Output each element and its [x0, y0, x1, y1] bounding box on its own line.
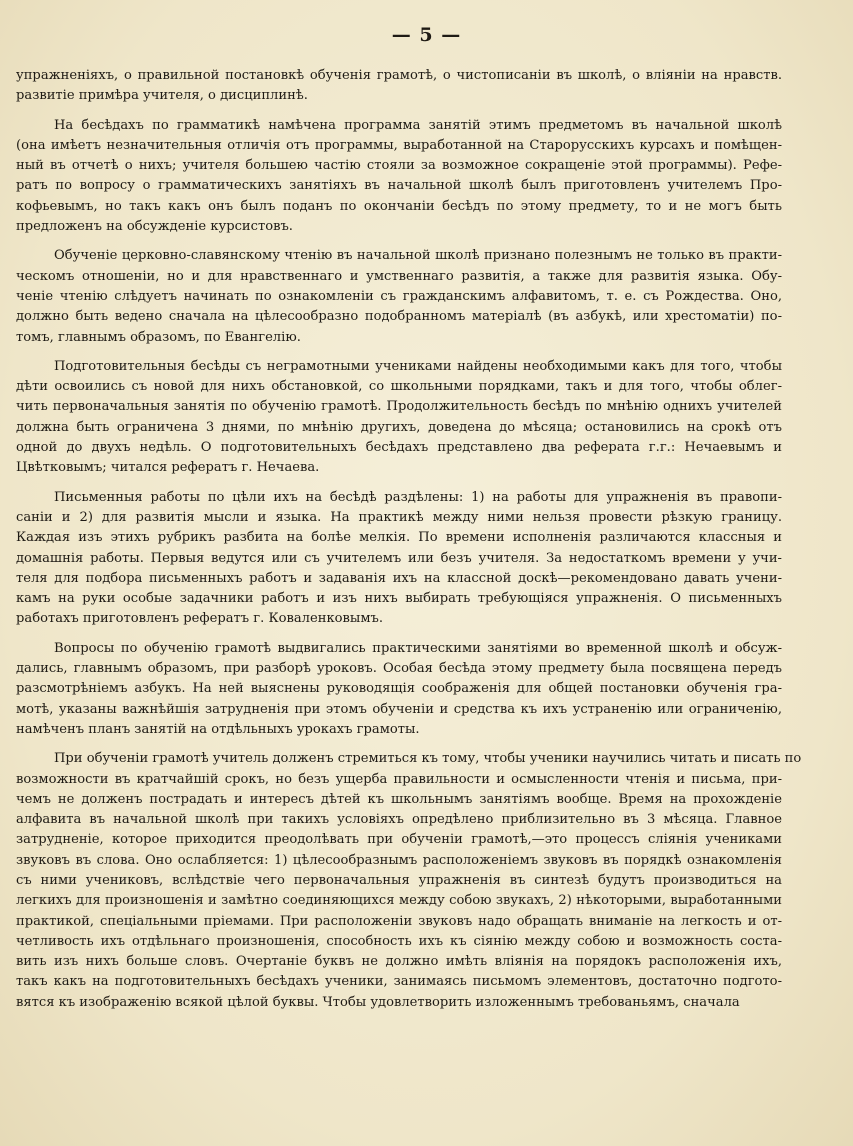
- body-text: [16, 66, 802, 1022]
- text-line: чить первоначальныя занятія по обученію грамотѣ. Продолжительность бесѣдъ по мнѣнію однихъ учителей: [16, 399, 782, 415]
- paragraph: [16, 357, 782, 479]
- text-line: теля для подбора письменныхъ работъ и задаванія ихъ на классной доскѣ—рекомендовано давать учени-: [16, 570, 782, 586]
- text-line: легкихъ для произношенія и замѣтно соединяющихся между собою звукахъ, 2) нѣкоторыми, выработанными: [16, 893, 782, 909]
- paragraph: [16, 488, 782, 630]
- text-line: вить изъ нихъ больше словъ. Очертаніе буквъ не должно имѣть вліянія на порядокъ расположенія ихъ,: [16, 954, 782, 970]
- text-line: ратъ по вопросу о грамматическихъ занятіяхъ въ начальной школѣ былъ приготовленъ учителемъ Про-: [16, 178, 782, 194]
- text-line: томъ, главнымъ образомъ, по Евангелію.: [16, 329, 301, 345]
- text-line: На бесѣдахъ по грамматикѣ намѣчена программа занятій этимъ предметомъ въ начальной школѣ: [54, 117, 782, 133]
- text-line: При обученіи грамотѣ учитель долженъ стремиться къ тому, чтобы ученики научились читать и писать по: [54, 751, 802, 767]
- text-line: Обученіе церковно-славянскому чтенію въ начальной школѣ признано полезнымъ не только въ практи-: [54, 248, 782, 264]
- text-line: домашнія работы. Первыя ведутся или съ учителемъ или безъ учителя. За недостаткомъ времени у учи-: [16, 550, 782, 566]
- paragraph: [16, 639, 782, 740]
- text-line: одной до двухъ недѣль. О подготовительныхъ бесѣдахъ представлено два реферата г.г.: Нечаевымъ и: [16, 440, 782, 456]
- text-line: ческомъ отношеніи, но и для нравственнаго и умственнаго развитія, а также для развитія языка. Обу-: [16, 268, 782, 284]
- text-line: должно быть ведено сначала на цѣлесообразно подобранномъ матеріалѣ (въ азбукѣ, или хрестоматіи) по-: [16, 309, 782, 325]
- text-line: алфавита въ начальной школѣ при такихъ условіяхъ опредѣлено приблизительно въ 3 мѣсяца. Главное: [16, 812, 782, 828]
- text-line: упражненіяхъ, о правильной постановкѣ обученія грамотѣ, о чистописаніи въ школѣ, о вліяніи на нравств.: [16, 68, 782, 83]
- text-line: затрудненіе, которое приходится преодолѣвать при обученіи грамотѣ,—это процессъ слiянія учениками: [16, 832, 782, 848]
- text-line: разсмотрѣніемъ азбукъ. На ней выяснены руководящія соображенія для общей постановки обученія гра-: [16, 681, 782, 697]
- text-line: Цвѣтковымъ; читался рефератъ г. Нечаева.: [16, 460, 320, 476]
- paragraph: [16, 246, 782, 347]
- text-line: Письменныя работы по цѣли ихъ на бесѣдѣ раздѣлены: 1) на работы для упражненія въ правопи-: [54, 489, 782, 505]
- text-line: возможности въ кратчайшій срокъ, но безъ ущерба правильности и осмысленности чтенія и письма, при-: [16, 771, 782, 787]
- text-line: вятся къ изображенію всякой цѣлой буквы. Чтобы удовлетворить изложеннымъ требованьямъ, сначала: [16, 994, 740, 1010]
- text-line: кофьевымъ, но такъ какъ онъ былъ поданъ по окончаніи бесѣдъ по этому предмету, то и не могъ быть: [16, 198, 782, 214]
- text-line: дѣти освоились съ новой для нихъ обстановкой, со школьными порядками, такъ и для того, чтобы облег-: [16, 379, 782, 395]
- text-line: четливость ихъ отдѣльнаго произношенія, способность ихъ къ сіянію между собою и возможность соста-: [16, 933, 782, 949]
- text-line: практикой, спеціальными пріемами. При расположеніи звуковъ надо обращать вниманіе на легкость и от-: [16, 913, 782, 929]
- text-line: предложенъ на обсужденіе курсистовъ.: [16, 219, 293, 235]
- text-line: ный въ отчетѣ о нихъ; учителя большею частію стояли за возможное сокращеніе этой программы). Рефе-: [16, 158, 782, 174]
- paragraph: [16, 116, 782, 238]
- text-line: (она имѣетъ незначительныя отличія отъ программы, выработанной на Старорусскихъ курсахъ и помѣщен-: [16, 137, 782, 153]
- paragraph: [16, 749, 802, 1013]
- text-line: камъ на руки особые задачники работъ и изъ нихъ выбирать требующіяся упражненія. О письменныхъ: [16, 591, 782, 607]
- page-number: — 5 —: [391, 24, 462, 46]
- text-line: саніи и 2) для развитія мысли и языка. На практикѣ между ними нельзя провести рѣзкую границу.: [16, 509, 782, 525]
- text-line: Подготовительныя бесѣды съ неграмотными учениками найдены необходимыми какъ для того, чтобы: [54, 358, 782, 374]
- paragraph: [16, 66, 782, 107]
- text-line: ченіе чтенію слѣдуетъ начинать по ознакомленіи съ гражданскимъ алфавитомъ, т. е. съ Рождества. Оно,: [16, 288, 782, 304]
- text-line: работахъ приготовленъ рефератъ г. Коваленковымъ.: [16, 611, 384, 627]
- text-line: Каждая изъ этихъ рубрикъ разбита на болѣе мелкія. По времени исполненія различаются классныя и: [16, 530, 782, 546]
- text-line: такъ какъ на подготовительныхъ бесѣдахъ ученики, занимаясь письмомъ элементовъ, достаточно подгото-: [16, 974, 782, 990]
- text-line: развитіе примѣра учителя, о дисциплинѣ.: [16, 88, 308, 104]
- text-line: Вопросы по обученію грамотѣ выдвигались практическими занятіями во временной школѣ и обсуж-: [54, 640, 782, 656]
- text-line: должна быть ограничена 3 днями, по мнѣнію другихъ, доведена до мѣсяца; остановились на срокѣ отъ: [16, 419, 782, 435]
- text-line: дались, главнымъ образомъ, при разборѣ уроковъ. Особая бесѣда этому предмету была посвящена передъ: [16, 661, 782, 677]
- text-line: съ ними учениковъ, вслѣдствіе чего первоначальныя упражненія въ синтезѣ будутъ производиться на: [16, 872, 782, 888]
- text-line: намѣченъ планъ занятій на отдѣльныхъ урокахъ грамоты.: [16, 721, 420, 737]
- text-line: звуковъ въ слова. Оно ослабляется: 1) цѣлесообразнымъ расположеніемъ звуковъ въ порядкѣ ознакомленія: [16, 852, 782, 868]
- text-line: чемъ не долженъ пострадать и интересъ дѣтей къ школьнымъ занятіямъ вообще. Время на прохожденіе: [16, 791, 782, 807]
- text-line: мотѣ, указаны важнѣйшія затрудненія при этомъ обученіи и средства къ ихъ устраненію или ограниченію,: [16, 701, 782, 717]
